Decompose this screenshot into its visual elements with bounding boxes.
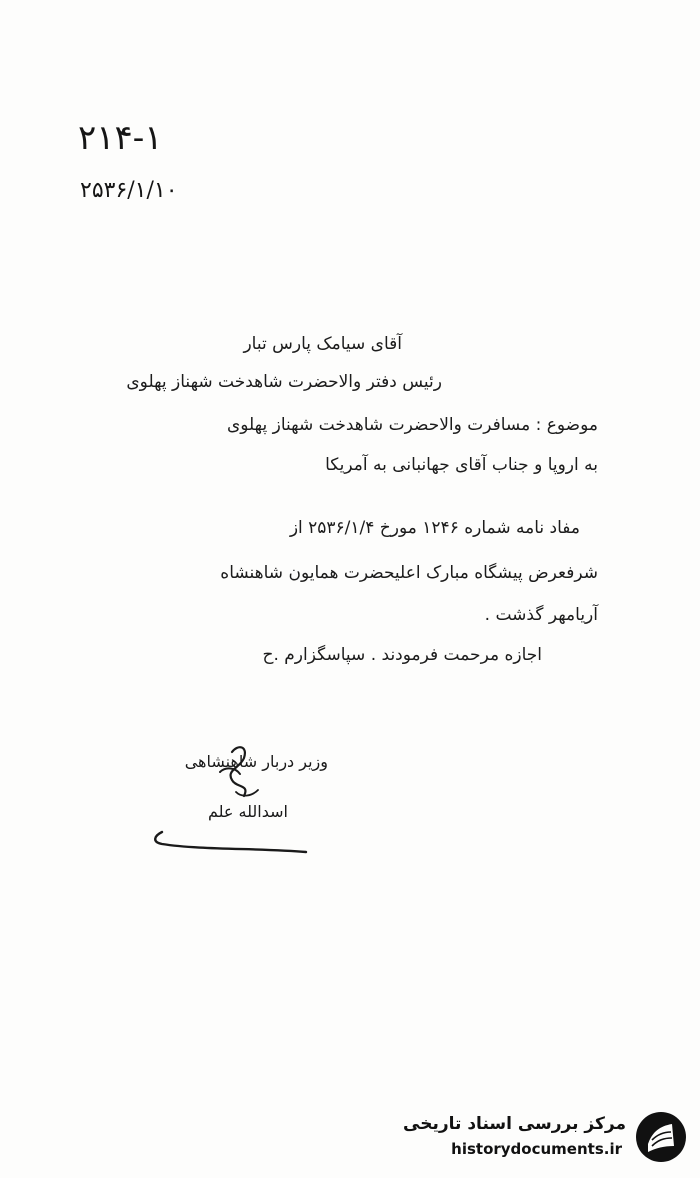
signatory-title: وزیر دربار شاهنشاهی <box>184 752 328 771</box>
body-line-1: مفاد نامه شماره ۱۲۴۶ مورخ ۲۵۳۶/۱/۴ از <box>289 518 580 538</box>
signatory-name: اسدالله علم <box>207 802 288 821</box>
reference-number: ۲۱۴-۱ <box>78 118 163 158</box>
body-line-4: اجازه مرحمت فرمودند . سپاسگزارم .ح <box>262 645 542 665</box>
body-line-2: شرفعرض پیشگاه مبارک اعلیحضرت همایون شاهنشاه <box>220 563 598 583</box>
subject-line-1: موضوع : مسافرت والاحضرت شاهدخت شهناز پهلوی <box>226 415 598 435</box>
handwritten-signature <box>140 740 320 860</box>
watermark-title: مرکز بررسی اسناد تاریخی <box>403 1114 626 1134</box>
addressee-title: رئیس دفتر والاحضرت شاهدخت شهناز پهلوی <box>126 372 442 392</box>
archive-watermark <box>402 1106 692 1168</box>
body-line-3: آریامهر گذشت . <box>484 605 598 625</box>
reference-date: ۲۵۳۶/۱/۱۰ <box>80 178 178 203</box>
subject-line-2: به اروپا و جناب آقای جهانبانی به آمریکا <box>325 455 598 475</box>
watermark-url: historydocuments.ir <box>451 1140 622 1158</box>
document-archive-logo-icon <box>634 1110 688 1164</box>
addressee: آقای سیامک پارس تبار <box>243 334 402 354</box>
